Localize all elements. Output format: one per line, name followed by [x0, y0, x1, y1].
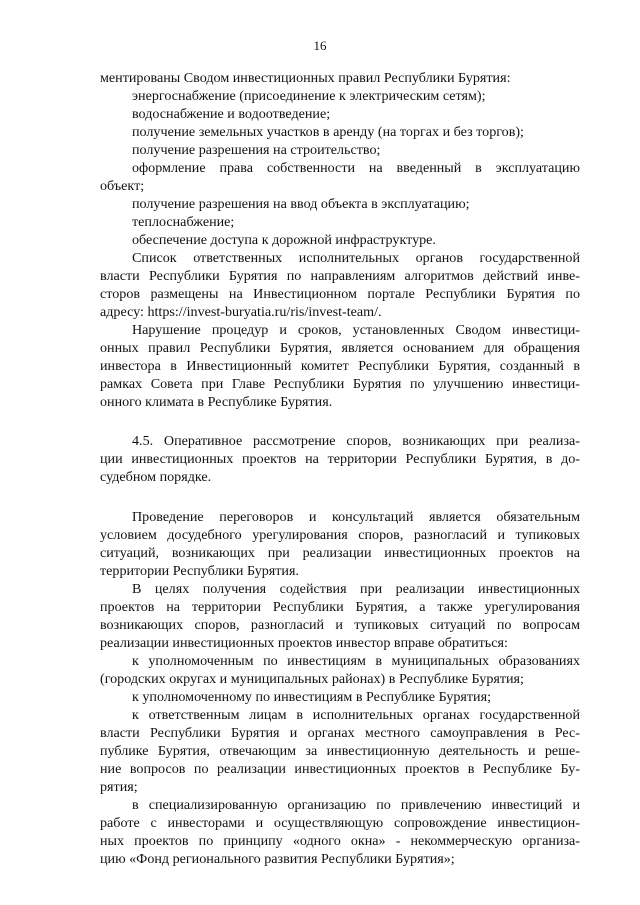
- text-line: ных проектов по принципу «одного окна» - некоммерческую организа-: [100, 833, 580, 849]
- text-line: власти Республики Бурятия по направлениям алгоритмов действий инве-: [100, 268, 580, 284]
- text-line: работе с инвесторами и осуществляющую сопровождение инвестицион-: [100, 815, 580, 831]
- text-line: ситуаций, возникающих при реализации инвестиционных проектов на: [100, 545, 580, 561]
- page-number: 16: [313, 38, 327, 53]
- text-line: энергоснабжение (присоединение к электрическим сетям);: [132, 88, 486, 104]
- text-line: реализации инвестиционных проектов инвестор вправе обратиться:: [100, 635, 508, 651]
- text-line: власти Республики Бурятия и органах местного самоуправления в Рес-: [100, 725, 580, 741]
- text-line: рамках Совета при Главе Республики Бурятия по улучшению инвестици-: [100, 376, 580, 392]
- text-line: В целях получения содействия при реализации инвестиционных: [132, 581, 580, 597]
- text-line: адресу: https://invest-buryatia.ru/ris/invest-team/.: [100, 304, 382, 320]
- text-line: онных правил Республики Бурятия, является основанием для обращения: [100, 340, 580, 356]
- text-line: получение разрешения на ввод объекта в эксплуатацию;: [132, 196, 470, 212]
- text-line: публике Бурятия, отвечающим за инвестиционную деятельность и реше-: [100, 743, 580, 759]
- text-line: Нарушение процедур и сроков, установленных Сводом инвестици-: [132, 322, 580, 338]
- text-line: объект;: [100, 178, 145, 194]
- text-line: получение земельных участков в аренду (на торгах и без торгов);: [132, 124, 524, 140]
- text-line: водоснабжение и водоотведение;: [132, 106, 331, 122]
- text-line: к ответственным лицам в исполнительных органах государственной: [132, 707, 580, 723]
- text-line: обеспечение доступа к дорожной инфраструктуре.: [132, 232, 436, 248]
- text-line: цию «Фонд регионального развития Республики Бурятия»;: [100, 851, 455, 867]
- text-line: Проведение переговоров и консультаций является обязательным: [132, 509, 580, 525]
- section-heading-line: ции инвестиционных проектов на территории Республики Бурятия, в до-: [100, 451, 580, 467]
- text-line: ментированы Сводом инвестиционных правил Республики Бурятия:: [100, 70, 511, 86]
- text-line: территории Республики Бурятия.: [100, 563, 299, 579]
- section-heading-line: судебном порядке.: [100, 469, 212, 485]
- section-heading-line: 4.5. Оперативное рассмотрение споров, возникающих при реализа-: [132, 433, 580, 449]
- text-line: сторов размещены на Инвестиционном портале Республики Бурятия по: [100, 286, 580, 302]
- text-line: к уполномоченному по инвестициям в Республике Бурятия;: [132, 689, 491, 705]
- text-line: (городских округах и муниципальных районах) в Республике Бурятия;: [100, 671, 524, 687]
- text-line: теплоснабжение;: [132, 214, 235, 230]
- text-line: возникающих споров, разногласий и тупиковых ситуаций по вопросам: [100, 617, 580, 633]
- text-line: ние вопросов по реализации инвестиционных проектов в Республике Бу-: [100, 761, 580, 777]
- text-line: получение разрешения на строительство;: [132, 142, 381, 158]
- text-line: к уполномоченным по инвестициям в муниципальных образованиях: [132, 653, 580, 669]
- text-line: онного климата в Республике Бурятия.: [100, 394, 333, 410]
- text-line: инвестора в Инвестиционный комитет Республики Бурятия, созданный в: [100, 358, 580, 374]
- text-line: оформление права собственности на введенный в эксплуатацию: [132, 160, 580, 176]
- text-line: Список ответственных исполнительных органов государственной: [132, 250, 580, 266]
- text-line: проектов на территории Республики Бурятия, а также урегулирования: [100, 599, 580, 615]
- text-line: условием досудебного урегулирования споров, разногласий и тупиковых: [100, 527, 580, 543]
- text-line: рятия;: [100, 779, 138, 795]
- text-line: в специализированную организацию по привлечению инвестиций и: [132, 797, 580, 813]
